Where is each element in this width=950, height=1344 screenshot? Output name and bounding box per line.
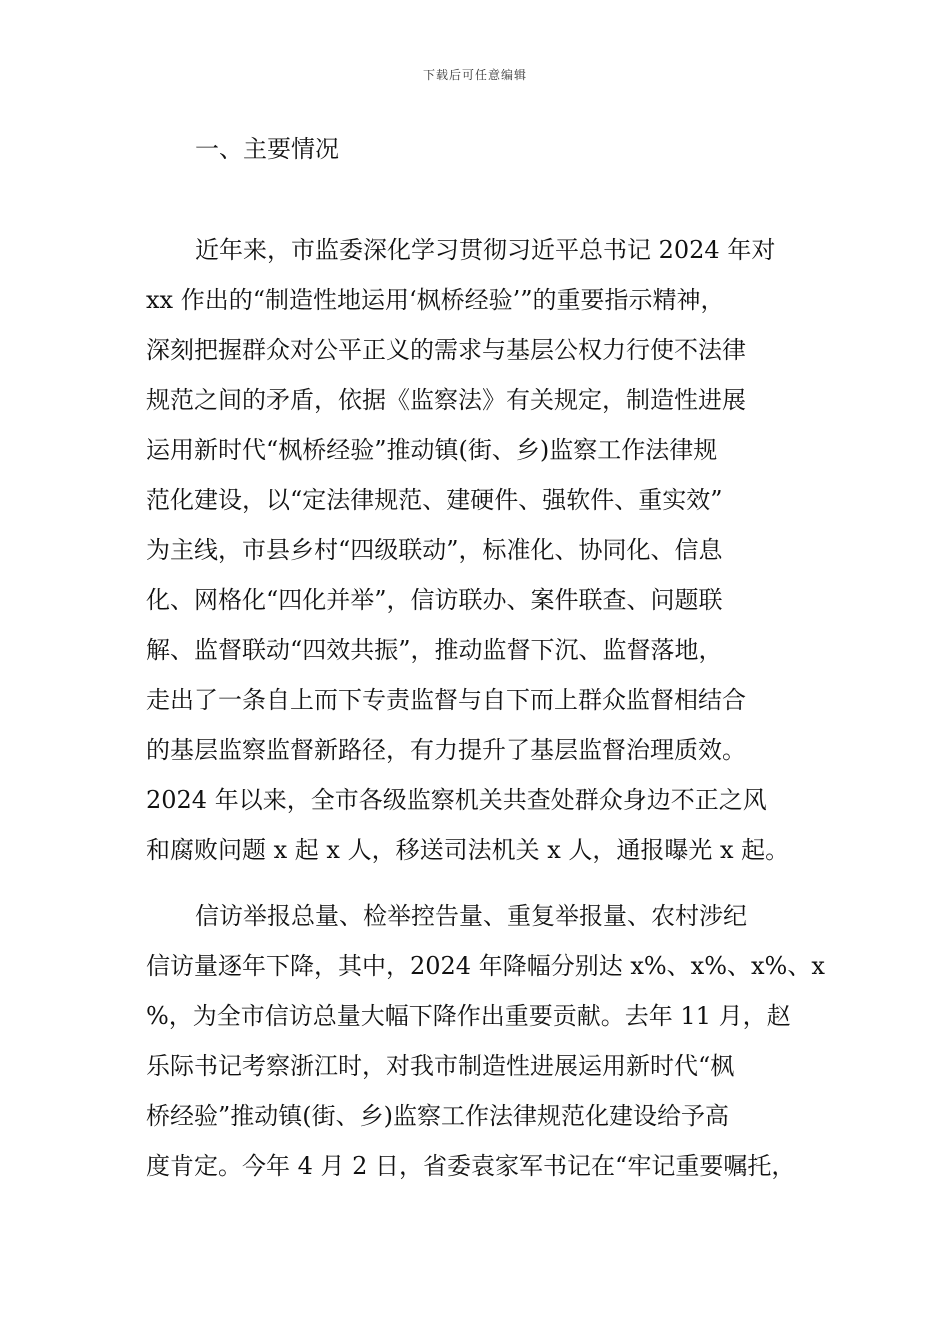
- paragraph-line: 和腐败问题 x 起 x 人，移送司法机关 x 人，通报曝光 x 起。: [146, 836, 790, 864]
- paragraph-line: 规范之间的矛盾，依据《监察法》有关规定，制造性进展: [146, 386, 746, 414]
- paragraph-line: xx 作出的“制造性地运用‘枫桥经验’”的重要指示精神，: [146, 286, 725, 314]
- paragraph-line: 为主线，市县乡村“四级联动”，标准化、协同化、信息: [146, 536, 723, 564]
- paragraph-line: 度肯定。今年 4 月 2 日，省委袁家军书记在“牢记重要嘱托，: [146, 1152, 796, 1180]
- paragraph-petition-statistics: [146, 891, 826, 1191]
- paragraph-line: 化、网格化“四化并举”，信访联办、案件联查、问题联: [146, 586, 723, 614]
- paragraph-line: 解、监督联动“四效共振”，推动监督下沉、监督落地，: [146, 636, 723, 664]
- paragraph-line: 范化建设，以“定法律规范、建硬件、强软件、重实效”: [146, 486, 723, 514]
- paragraph-line: %，为全市信访总量大幅下降作出重要贡献。去年 11 月，赵: [146, 1002, 791, 1030]
- paragraph-line: 的基层监察监督新路径，有力提升了基层监督治理质效。: [146, 736, 746, 764]
- section-heading: 一、主要情况: [195, 135, 339, 163]
- paragraph-main-situation: [146, 225, 826, 875]
- paragraph-line: 深刻把握群众对公平正义的需求与基层公权力行使不法律: [146, 336, 746, 364]
- paragraph-line: 运用新时代“枫桥经验”推动镇(街、乡)监察工作法律规: [146, 436, 718, 464]
- paragraph-line: 信访举报总量、检举控告量、重复举报量、农村涉纪: [195, 902, 747, 930]
- paragraph-line: 2024 年以来，全市各级监察机关共查处群众身边不正之风: [146, 786, 767, 814]
- paragraph-line: 近年来，市监委深化学习贯彻习近平总书记 2024 年对: [195, 236, 776, 264]
- page-header-note: 下载后可任意编辑: [422, 68, 527, 82]
- paragraph-line: 信访量逐年下降，其中，2024 年降幅分别达 x%、x%、x%、x: [146, 952, 825, 980]
- paragraph-line: 乐际书记考察浙江时，对我市制造性进展运用新时代“枫: [146, 1052, 735, 1080]
- paragraph-line: 桥经验”推动镇(街、乡)监察工作法律规范化建设给予高: [146, 1102, 729, 1130]
- paragraph-line: 走出了一条自上而下专责监督与自下而上群众监督相结合: [146, 686, 746, 714]
